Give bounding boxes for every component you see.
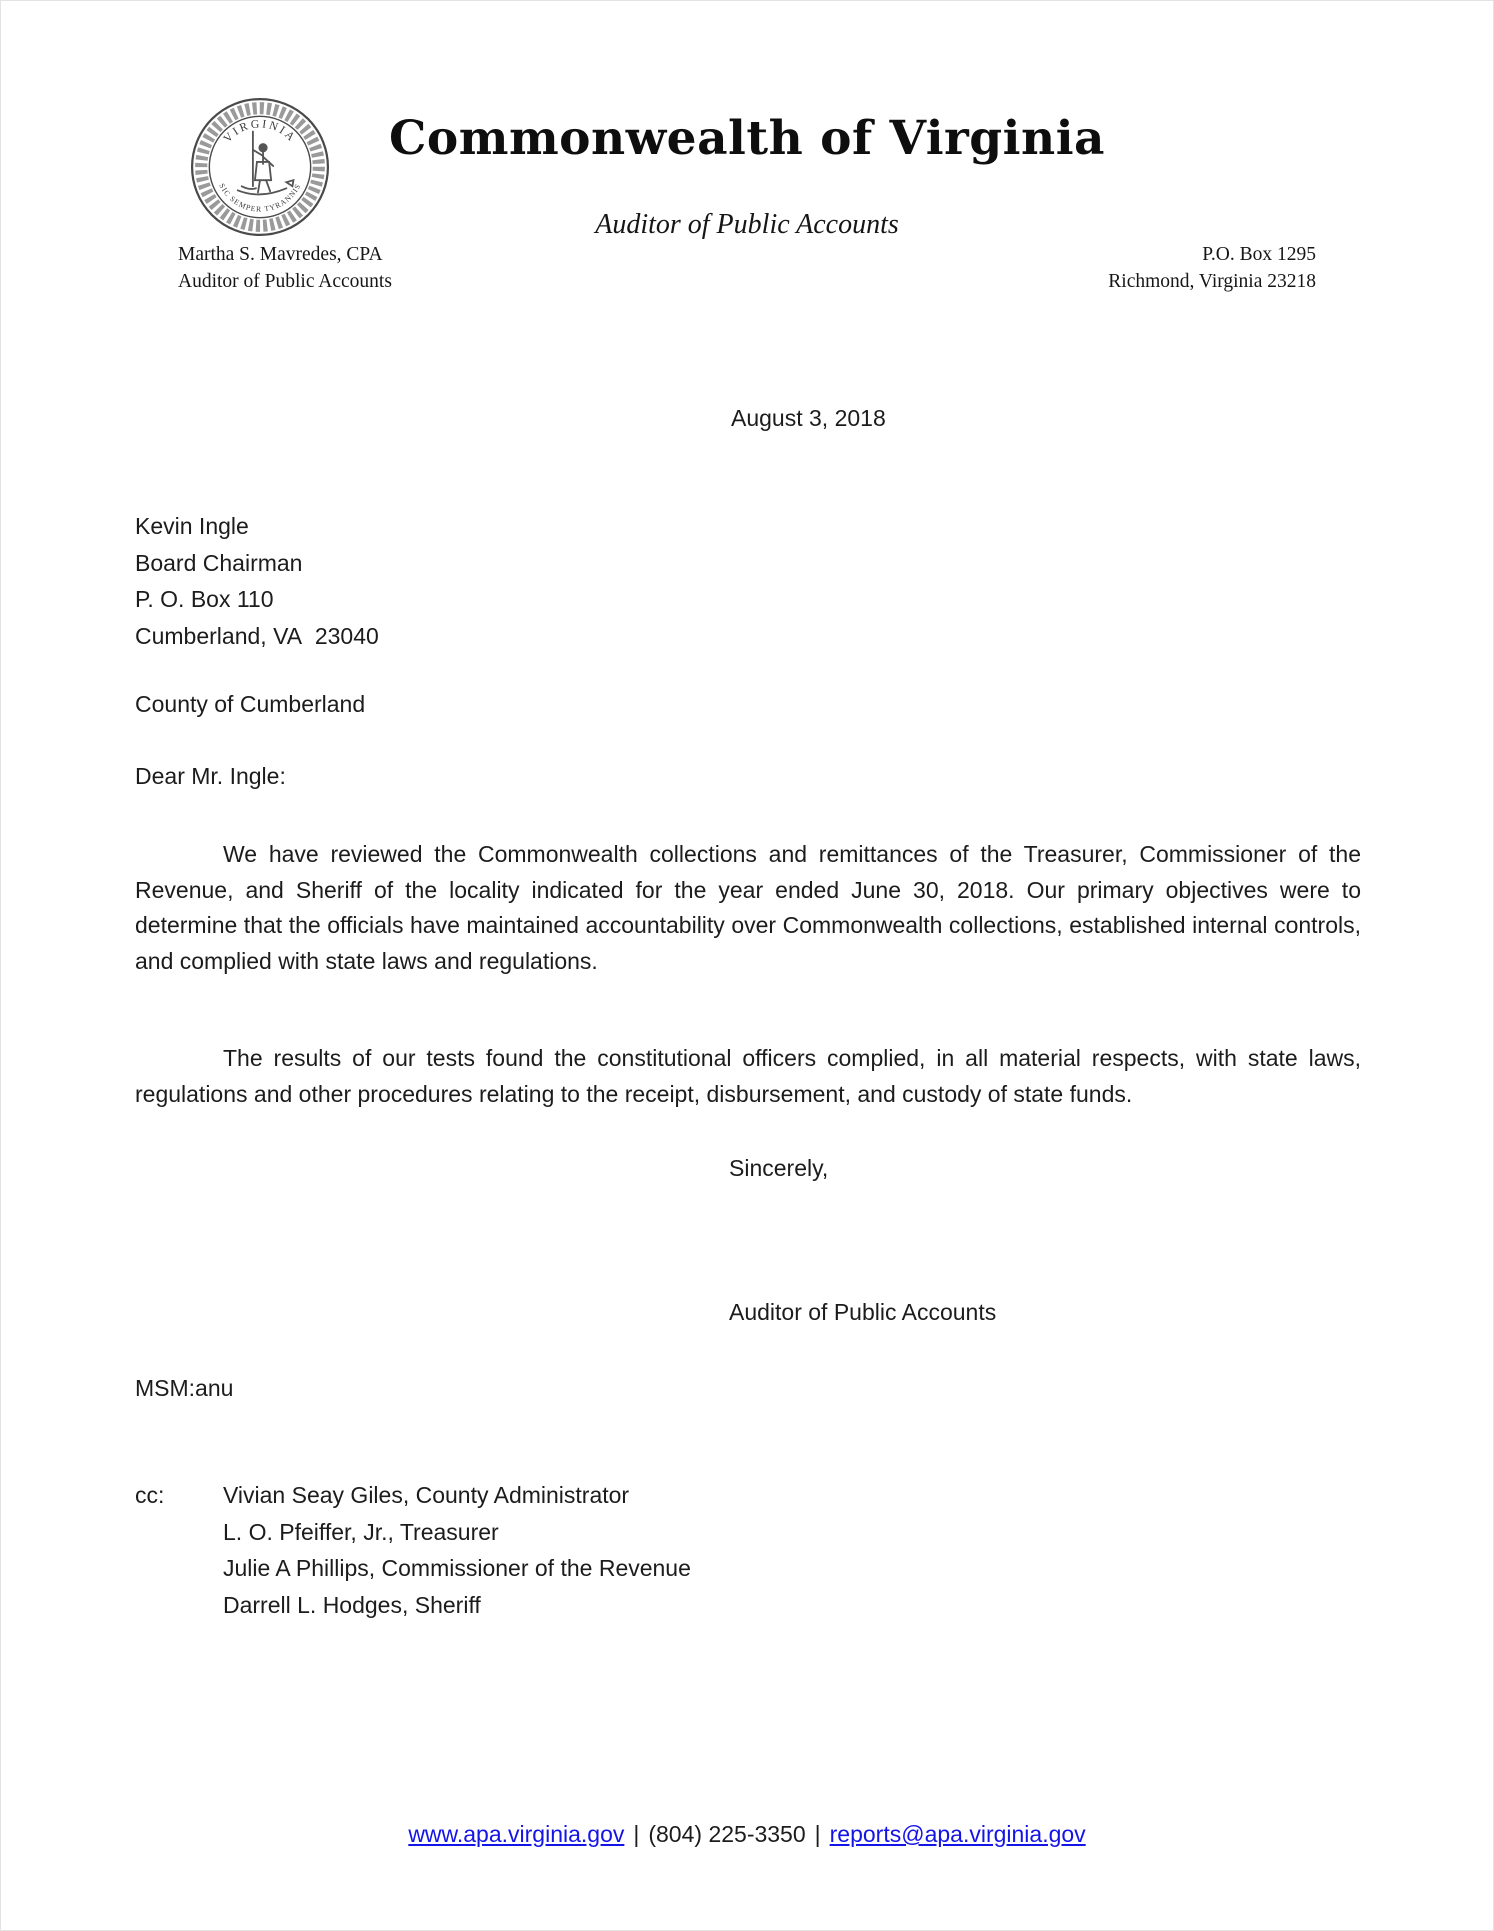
cc-label: cc: [135,1482,165,1508]
body-paragraph-2: The results of our tests found the constitutional officers complied, in all material respects, with state laws, regulations and other procedures relating to the receipt, disbursement, and custody of state funds. [135,1045,1361,1107]
recipient-name: Kevin Ingle [135,513,249,539]
official-title: Auditor of Public Accounts [178,271,392,292]
letterhead-address-block [1108,241,1316,295]
letter-date: August 3, 2018 [731,405,886,431]
cc-recipient: Darrell L. Hodges, Sheriff [223,1591,481,1618]
official-name: Martha S. Mavredes, CPA [178,244,383,265]
letterhead-subtitle: Auditor of Public Accounts [595,209,899,240]
seal-bottom-text: SIC SEMPER TYRANNIS [217,181,303,214]
recipient-address-block [135,508,379,654]
locality-line: County of Cumberland [135,691,366,717]
footer-separator: | [814,1821,821,1847]
email-link[interactable]: reports@apa.virginia.gov [829,1821,1086,1847]
cc-recipient: Julie A Phillips, Commissioner of the Revenue [223,1555,691,1581]
letterhead-official-block [178,241,392,295]
footer [1,1821,1493,1848]
recipient-city-state-zip: Cumberland, VA 23040 [135,622,379,649]
letterhead-title: Commonwealth of Virginia [388,111,1106,166]
footer-separator: | [633,1821,640,1847]
valediction: Sincerely, [729,1155,829,1181]
recipient-title: Board Chairman [135,549,303,576]
recipient-po-box: P. O. Box 110 [135,586,274,612]
reference-initials: MSM:anu [135,1375,234,1401]
body-paragraph-1: We have reviewed the Commonwealth collections and remittances of the Treasurer, Commissioner of the Revenue, and Sheriff of the locality indicated for the year ended June 30, 2018. Our primary objectives were to determine that the officials have maintained accountability over Commonwealth collections, established internal controls, and complied with state laws and regulations. [135,841,1361,974]
cc-recipient: Vivian Seay Giles, County Administrator [223,1482,630,1508]
phone-number: (804) 225-3350 [648,1821,806,1847]
address-line-2: Richmond, Virginia 23218 [1108,271,1316,292]
cc-block [135,1477,691,1623]
address-line-1: P.O. Box 1295 [1202,244,1316,265]
salutation: Dear Mr. Ingle: [135,763,286,789]
cc-recipient: L. O. Pfeiffer, Jr., Treasurer [223,1518,499,1545]
website-link[interactable]: www.apa.virginia.gov [408,1821,625,1847]
cc-names-list [223,1477,691,1623]
seal-top-text: VIRGINIA [220,117,300,146]
signer-title: Auditor of Public Accounts [729,1299,997,1325]
